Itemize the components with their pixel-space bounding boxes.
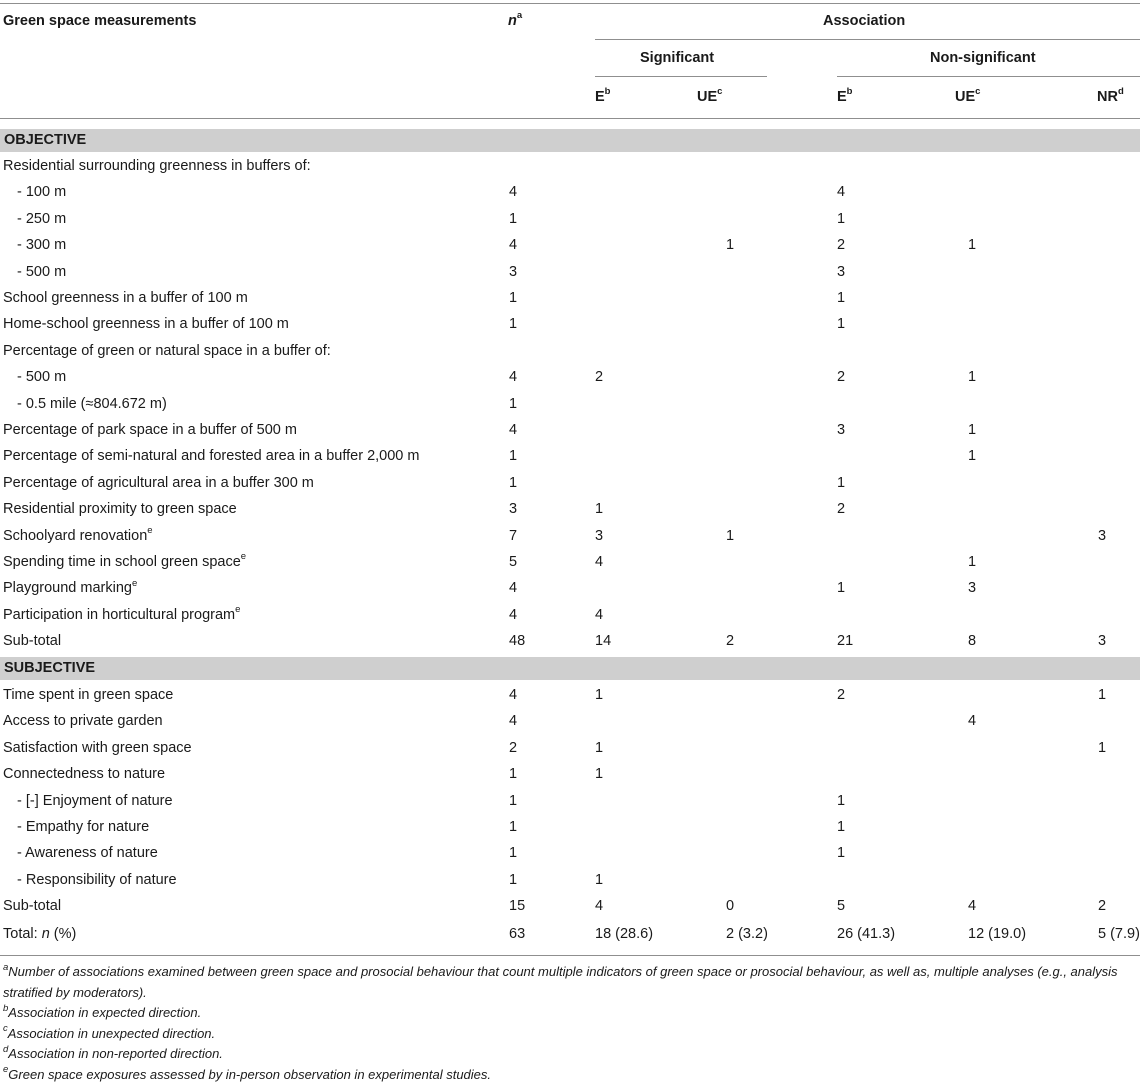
cell-n: 1 bbox=[509, 840, 517, 866]
total-label: Total: n (%) bbox=[3, 921, 76, 947]
cell-nonsig-ue: 1 bbox=[968, 232, 976, 258]
cell-n: 4 bbox=[509, 232, 517, 258]
table-row bbox=[0, 761, 1140, 787]
table-row bbox=[0, 840, 1140, 866]
cell-nonsig-nr: 2 bbox=[1098, 893, 1106, 919]
cell-nonsig-e: 5 bbox=[837, 893, 845, 919]
column-header-n: $n^a$ bbox=[508, 13, 522, 29]
table-row bbox=[0, 179, 1140, 205]
row-label: Residential surrounding greenness in buffers of: bbox=[3, 153, 311, 179]
cell-sig-ue: 1 bbox=[726, 232, 734, 258]
table-row bbox=[0, 788, 1140, 814]
column-header-nonsig-ue: $UE^c$ bbox=[955, 89, 980, 105]
row-label: Schoolyard renovation$^e$ bbox=[3, 523, 153, 549]
cell-nonsig-e: 1 bbox=[837, 206, 845, 232]
cell-nonsig-ue: 4 bbox=[968, 708, 976, 734]
row-label: - Responsibility of nature bbox=[17, 867, 177, 893]
cell-nonsig-e: 1 bbox=[837, 814, 845, 840]
table-row bbox=[0, 628, 1140, 654]
total-sig-ue: 2 (3.2) bbox=[726, 921, 768, 947]
cell-n: 4 bbox=[509, 602, 517, 628]
row-label: - 100 m bbox=[17, 179, 66, 205]
cell-sig-e: 1 bbox=[595, 682, 603, 708]
cell-sig-e: 4 bbox=[595, 549, 603, 575]
row-label: Percentage of semi-natural and forested area in a buffer 2,000 m bbox=[3, 443, 419, 469]
column-header-measurements: Green space measurements bbox=[3, 13, 196, 29]
row-label: Satisfaction with green space bbox=[3, 735, 192, 761]
cell-sig-e: 4 bbox=[595, 893, 603, 919]
cell-sig-e: 3 bbox=[595, 523, 603, 549]
column-header-nonsig-e: $E^b$ bbox=[837, 89, 852, 105]
row-label: - 500 m bbox=[17, 364, 66, 390]
header-bottom-border bbox=[0, 118, 1140, 119]
cell-nonsig-e: 1 bbox=[837, 575, 845, 601]
total-row bbox=[0, 921, 1140, 947]
cell-n: 7 bbox=[509, 523, 517, 549]
column-header-nonsignificant: Non-significant bbox=[930, 50, 1036, 66]
total-sig-e: 18 (28.6) bbox=[595, 921, 653, 947]
table-bottom-border bbox=[0, 955, 1140, 956]
column-header-significant: Significant bbox=[640, 50, 714, 66]
cell-sig-ue: 1 bbox=[726, 523, 734, 549]
cell-sig-ue: 0 bbox=[726, 893, 734, 919]
cell-n: 1 bbox=[509, 867, 517, 893]
total-nonsig-ue: 12 (19.0) bbox=[968, 921, 1026, 947]
cell-n: 1 bbox=[509, 285, 517, 311]
table-row bbox=[0, 338, 1140, 364]
cell-nonsig-e: 2 bbox=[837, 496, 845, 522]
row-label: - 0.5 mile (≈804.672 m) bbox=[17, 391, 167, 417]
table-row bbox=[0, 364, 1140, 390]
cell-nonsig-ue: 1 bbox=[968, 417, 976, 443]
footnote: $^b$Association in expected direction. bbox=[3, 1003, 1138, 1024]
row-label: Percentage of agricultural area in a buffer 300 m bbox=[3, 470, 314, 496]
table-row bbox=[0, 391, 1140, 417]
cell-sig-e: 1 bbox=[595, 735, 603, 761]
cell-n: 1 bbox=[509, 391, 517, 417]
row-label: Spending time in school green space$^e$ bbox=[3, 549, 246, 575]
cell-n: 15 bbox=[509, 893, 525, 919]
table-row bbox=[0, 153, 1140, 179]
table-row bbox=[0, 682, 1140, 708]
cell-sig-e: 2 bbox=[595, 364, 603, 390]
total-nonsig-e: 26 (41.3) bbox=[837, 921, 895, 947]
row-label: - [-] Enjoyment of nature bbox=[17, 788, 173, 814]
section-objective: OBJECTIVE bbox=[0, 129, 1140, 152]
cell-nonsig-nr: 1 bbox=[1098, 682, 1106, 708]
cell-nonsig-e: 21 bbox=[837, 628, 853, 654]
cell-nonsig-ue: 4 bbox=[968, 893, 976, 919]
cell-nonsig-ue: 1 bbox=[968, 443, 976, 469]
cell-sig-e: 1 bbox=[595, 496, 603, 522]
column-header-association: Association bbox=[823, 13, 905, 29]
table-row bbox=[0, 443, 1140, 469]
cell-nonsig-e: 2 bbox=[837, 364, 845, 390]
row-label: - 500 m bbox=[17, 259, 66, 285]
cell-sig-e: 4 bbox=[595, 602, 603, 628]
column-header-nonsig-nr: $NR^d$ bbox=[1097, 89, 1124, 105]
cell-n: 1 bbox=[509, 206, 517, 232]
footnote: $^c$Association in unexpected direction. bbox=[3, 1024, 1138, 1045]
table-row bbox=[0, 814, 1140, 840]
table-row bbox=[0, 285, 1140, 311]
row-label: - 250 m bbox=[17, 206, 66, 232]
footnote: $^a$Number of associations examined between green space and prosocial behaviour that count multiple indicators of green space or prosocial behaviour, as well as, multiple analyses (e.g., analysis stratified by moderators). bbox=[3, 962, 1138, 1003]
row-label: Residential proximity to green space bbox=[3, 496, 237, 522]
significant-underline bbox=[595, 76, 767, 77]
table-row bbox=[0, 417, 1140, 443]
table-row bbox=[0, 496, 1140, 522]
cell-n: 48 bbox=[509, 628, 525, 654]
total-nonsig-nr: 5 (7.9) bbox=[1098, 921, 1140, 947]
row-label: Percentage of green or natural space in a buffer of: bbox=[3, 338, 331, 364]
cell-n: 2 bbox=[509, 735, 517, 761]
row-label: Percentage of park space in a buffer of 500 m bbox=[3, 417, 297, 443]
row-label: - Awareness of nature bbox=[17, 840, 158, 866]
footnote: $^e$Green space exposures assessed by in-person observation in experimental studies. bbox=[3, 1065, 1138, 1085]
footnote: $^d$Association in non-reported direction. bbox=[3, 1044, 1138, 1065]
cell-sig-e: 1 bbox=[595, 761, 603, 787]
cell-nonsig-e: 2 bbox=[837, 232, 845, 258]
row-label: - 300 m bbox=[17, 232, 66, 258]
table-row bbox=[0, 575, 1140, 601]
cell-sig-ue: 2 bbox=[726, 628, 734, 654]
table-row bbox=[0, 206, 1140, 232]
cell-n: 1 bbox=[509, 470, 517, 496]
table-row bbox=[0, 259, 1140, 285]
total-n: 63 bbox=[509, 921, 525, 947]
cell-n: 3 bbox=[509, 496, 517, 522]
cell-nonsig-e: 3 bbox=[837, 259, 845, 285]
row-label: Home-school greenness in a buffer of 100 m bbox=[3, 311, 289, 337]
row-label: - Empathy for nature bbox=[17, 814, 149, 840]
table-top-border bbox=[0, 3, 1140, 4]
cell-nonsig-nr: 3 bbox=[1098, 628, 1106, 654]
cell-sig-e: 14 bbox=[595, 628, 611, 654]
cell-n: 1 bbox=[509, 311, 517, 337]
cell-nonsig-ue: 1 bbox=[968, 549, 976, 575]
table-row bbox=[0, 735, 1140, 761]
table-row bbox=[0, 893, 1140, 919]
table-row bbox=[0, 470, 1140, 496]
row-label: Time spent in green space bbox=[3, 682, 173, 708]
cell-nonsig-ue: 1 bbox=[968, 364, 976, 390]
cell-n: 1 bbox=[509, 814, 517, 840]
table-row bbox=[0, 867, 1140, 893]
column-header-sig-ue: $UE^c$ bbox=[697, 89, 722, 105]
cell-n: 4 bbox=[509, 364, 517, 390]
cell-sig-e: 1 bbox=[595, 867, 603, 893]
column-header-sig-e: $E^b$ bbox=[595, 89, 610, 105]
cell-n: 4 bbox=[509, 417, 517, 443]
cell-nonsig-e: 1 bbox=[837, 285, 845, 311]
row-label: Sub-total bbox=[3, 893, 61, 919]
row-label: Sub-total bbox=[3, 628, 61, 654]
cell-n: 4 bbox=[509, 575, 517, 601]
cell-nonsig-nr: 1 bbox=[1098, 735, 1106, 761]
table-row bbox=[0, 549, 1140, 575]
cell-n: 1 bbox=[509, 443, 517, 469]
nonsignificant-underline bbox=[837, 76, 1140, 77]
section-subjective: SUBJECTIVE bbox=[0, 657, 1140, 680]
row-label: Connectedness to nature bbox=[3, 761, 165, 787]
row-label: Playground marking$^e$ bbox=[3, 575, 137, 601]
cell-nonsig-e: 2 bbox=[837, 682, 845, 708]
cell-nonsig-e: 1 bbox=[837, 840, 845, 866]
cell-n: 3 bbox=[509, 259, 517, 285]
cell-n: 4 bbox=[509, 682, 517, 708]
cell-nonsig-ue: 3 bbox=[968, 575, 976, 601]
table-row bbox=[0, 232, 1140, 258]
cell-nonsig-ue: 8 bbox=[968, 628, 976, 654]
cell-nonsig-e: 1 bbox=[837, 311, 845, 337]
cell-nonsig-e: 4 bbox=[837, 179, 845, 205]
table-row bbox=[0, 602, 1140, 628]
cell-nonsig-nr: 3 bbox=[1098, 523, 1106, 549]
cell-nonsig-e: 3 bbox=[837, 417, 845, 443]
table-row bbox=[0, 708, 1140, 734]
cell-n: 4 bbox=[509, 708, 517, 734]
row-label: Access to private garden bbox=[3, 708, 163, 734]
cell-n: 1 bbox=[509, 788, 517, 814]
cell-n: 5 bbox=[509, 549, 517, 575]
association-underline bbox=[595, 39, 1140, 40]
table-row bbox=[0, 523, 1140, 549]
cell-nonsig-e: 1 bbox=[837, 788, 845, 814]
cell-n: 4 bbox=[509, 179, 517, 205]
table-row bbox=[0, 311, 1140, 337]
row-label: School greenness in a buffer of 100 m bbox=[3, 285, 248, 311]
row-label: Participation in horticultural program$^e$ bbox=[3, 602, 240, 628]
cell-nonsig-e: 1 bbox=[837, 470, 845, 496]
cell-n: 1 bbox=[509, 761, 517, 787]
footnotes bbox=[3, 962, 1138, 1085]
